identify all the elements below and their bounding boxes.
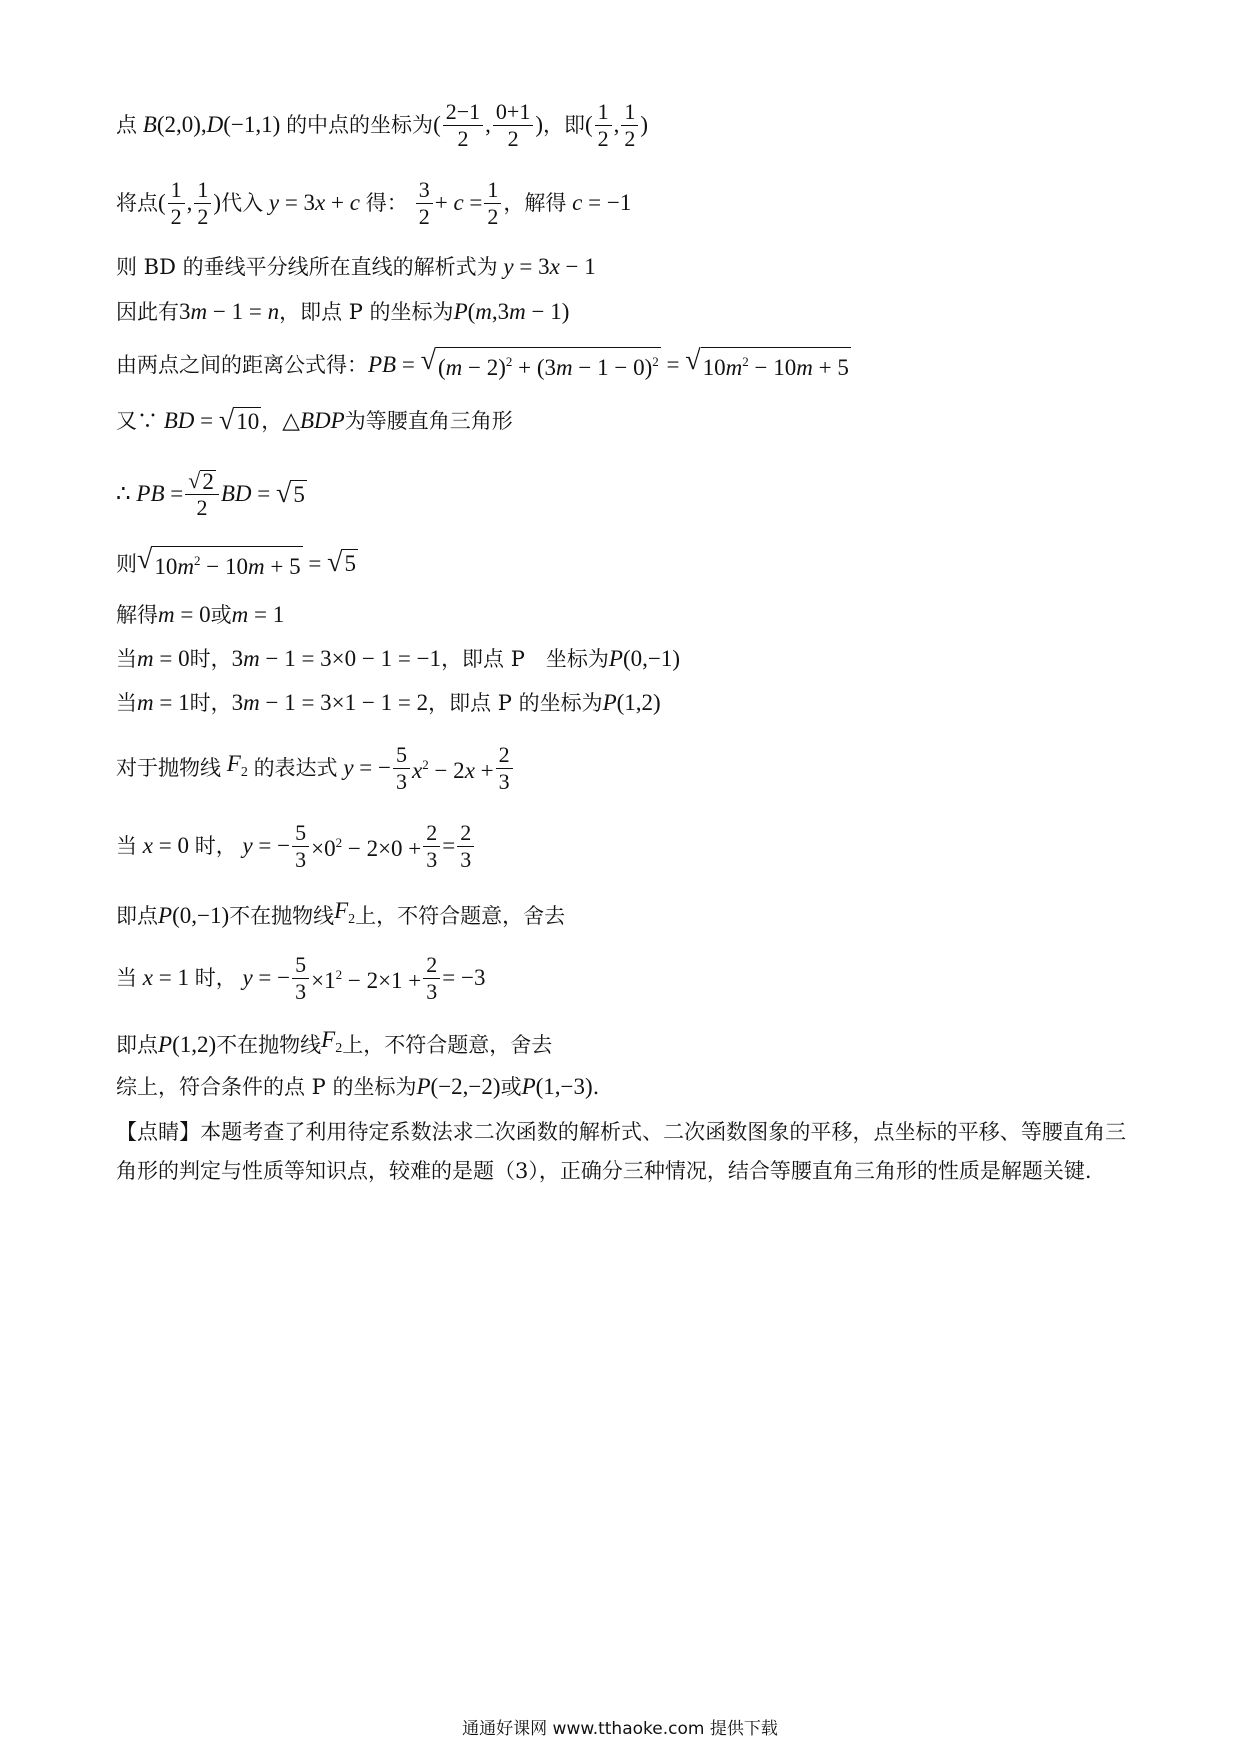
- key-point-paragraph: [116, 1113, 1126, 1191]
- solution-line-17: 综上，符合条件的点 P 的坐标为 P(−2,−2) 或 P(1,−3) .: [116, 1074, 600, 1099]
- solution-line-2: 将点 ( $\frac{1}{2}$ , $\frac{1}{2}$ ) 代入 y = 3x + c 得： $\frac{3}{2}$ + c = $\frac{1}{2}$ ，解得 c = −1: [116, 176, 632, 229]
- page-footer: 通通好课网 www.tthaoke.com 提供下载: [462, 1719, 778, 1739]
- key-point-label: 【点睛】: [116, 1120, 201, 1144]
- key-point-text: 本题考查了利用待定系数法求二次函数的解析式、二次函数图象的平移，点坐标的平移、等腰直角三角形的判定与性质等知识点，较难的是题（3），正确分三种情况，结合等腰直角三角形的性质是解题关键.: [116, 1120, 1126, 1183]
- solution-line-12: 对于抛物线 $F_2$ 的表达式 y = − $\frac{5}{3}$ $x^2 - 2x$ + $\frac{2}{3}$: [116, 740, 1126, 796]
- solution-line-9: 解得 m = 0 或 m = 1: [116, 602, 285, 627]
- solution-line-13: 当 x = 0 时， y = − $\frac{5}{3}$ $\times 0^2 - 2\times 0$ + $\frac{2}{3}$ = $\frac{2}{3}$: [116, 818, 1126, 874]
- solution-line-15: 当 x = 1 时， y = − $\frac{5}{3}$ $\times 1^2 - 2\times 1$ + $\frac{2}{3}$ = −3: [116, 951, 486, 1004]
- solution-line-3: 则 BD 的垂线平分线所在直线的解析式为 y = 3x − 1: [116, 254, 596, 279]
- solution-line-10: 当 m = 0 时， 3m − 1 = 3×0 − 1 = −1 ，即点 P 坐标为 P(0,−1): [116, 646, 680, 671]
- solution-line-4: 因此有 3m − 1 = n ，即点 P 的坐标为 P(m,3m − 1): [116, 299, 570, 324]
- solution-line-11: 当 m = 1 时， 3m − 1 = 3×1 − 1 = 2 ，即点 P 的坐标为 P(1,2): [116, 690, 661, 715]
- solution-line-16: 即点 P(1,2) 不在抛物线 $F_2$ 上，不符合题意，舍去: [116, 1027, 553, 1057]
- solution-line-6: 又∵ BD = √ 10 ， △BDP 为等腰直角三角形: [116, 404, 513, 436]
- solution-line-14: 即点 P(0,−1) 不在抛物线 $F_2$ 上，不符合题意，舍去: [116, 898, 566, 928]
- solution-line-8: 则 √ $10m^2 - 10m + 5$ = √ 5: [116, 544, 356, 579]
- solution-line-5: 由两点之间的距离公式得： PB = √ $(m - 2)^2 + (3m - 1 - 0)^2$ = √ $10m^2 - 10m + 5$: [116, 345, 849, 380]
- solution-line-1: 点 B(2,0),D(−1,1) 的中点的坐标为 ( $\frac{2-1}{2}$ , $\frac{0+1}{2}$ ) ，即 ( $\frac{1}{2}$ , $\frac{1}{2}$ ): [116, 98, 649, 151]
- solution-line-7: ∴ PB = √ 2 2 BD = √ 5: [116, 467, 305, 520]
